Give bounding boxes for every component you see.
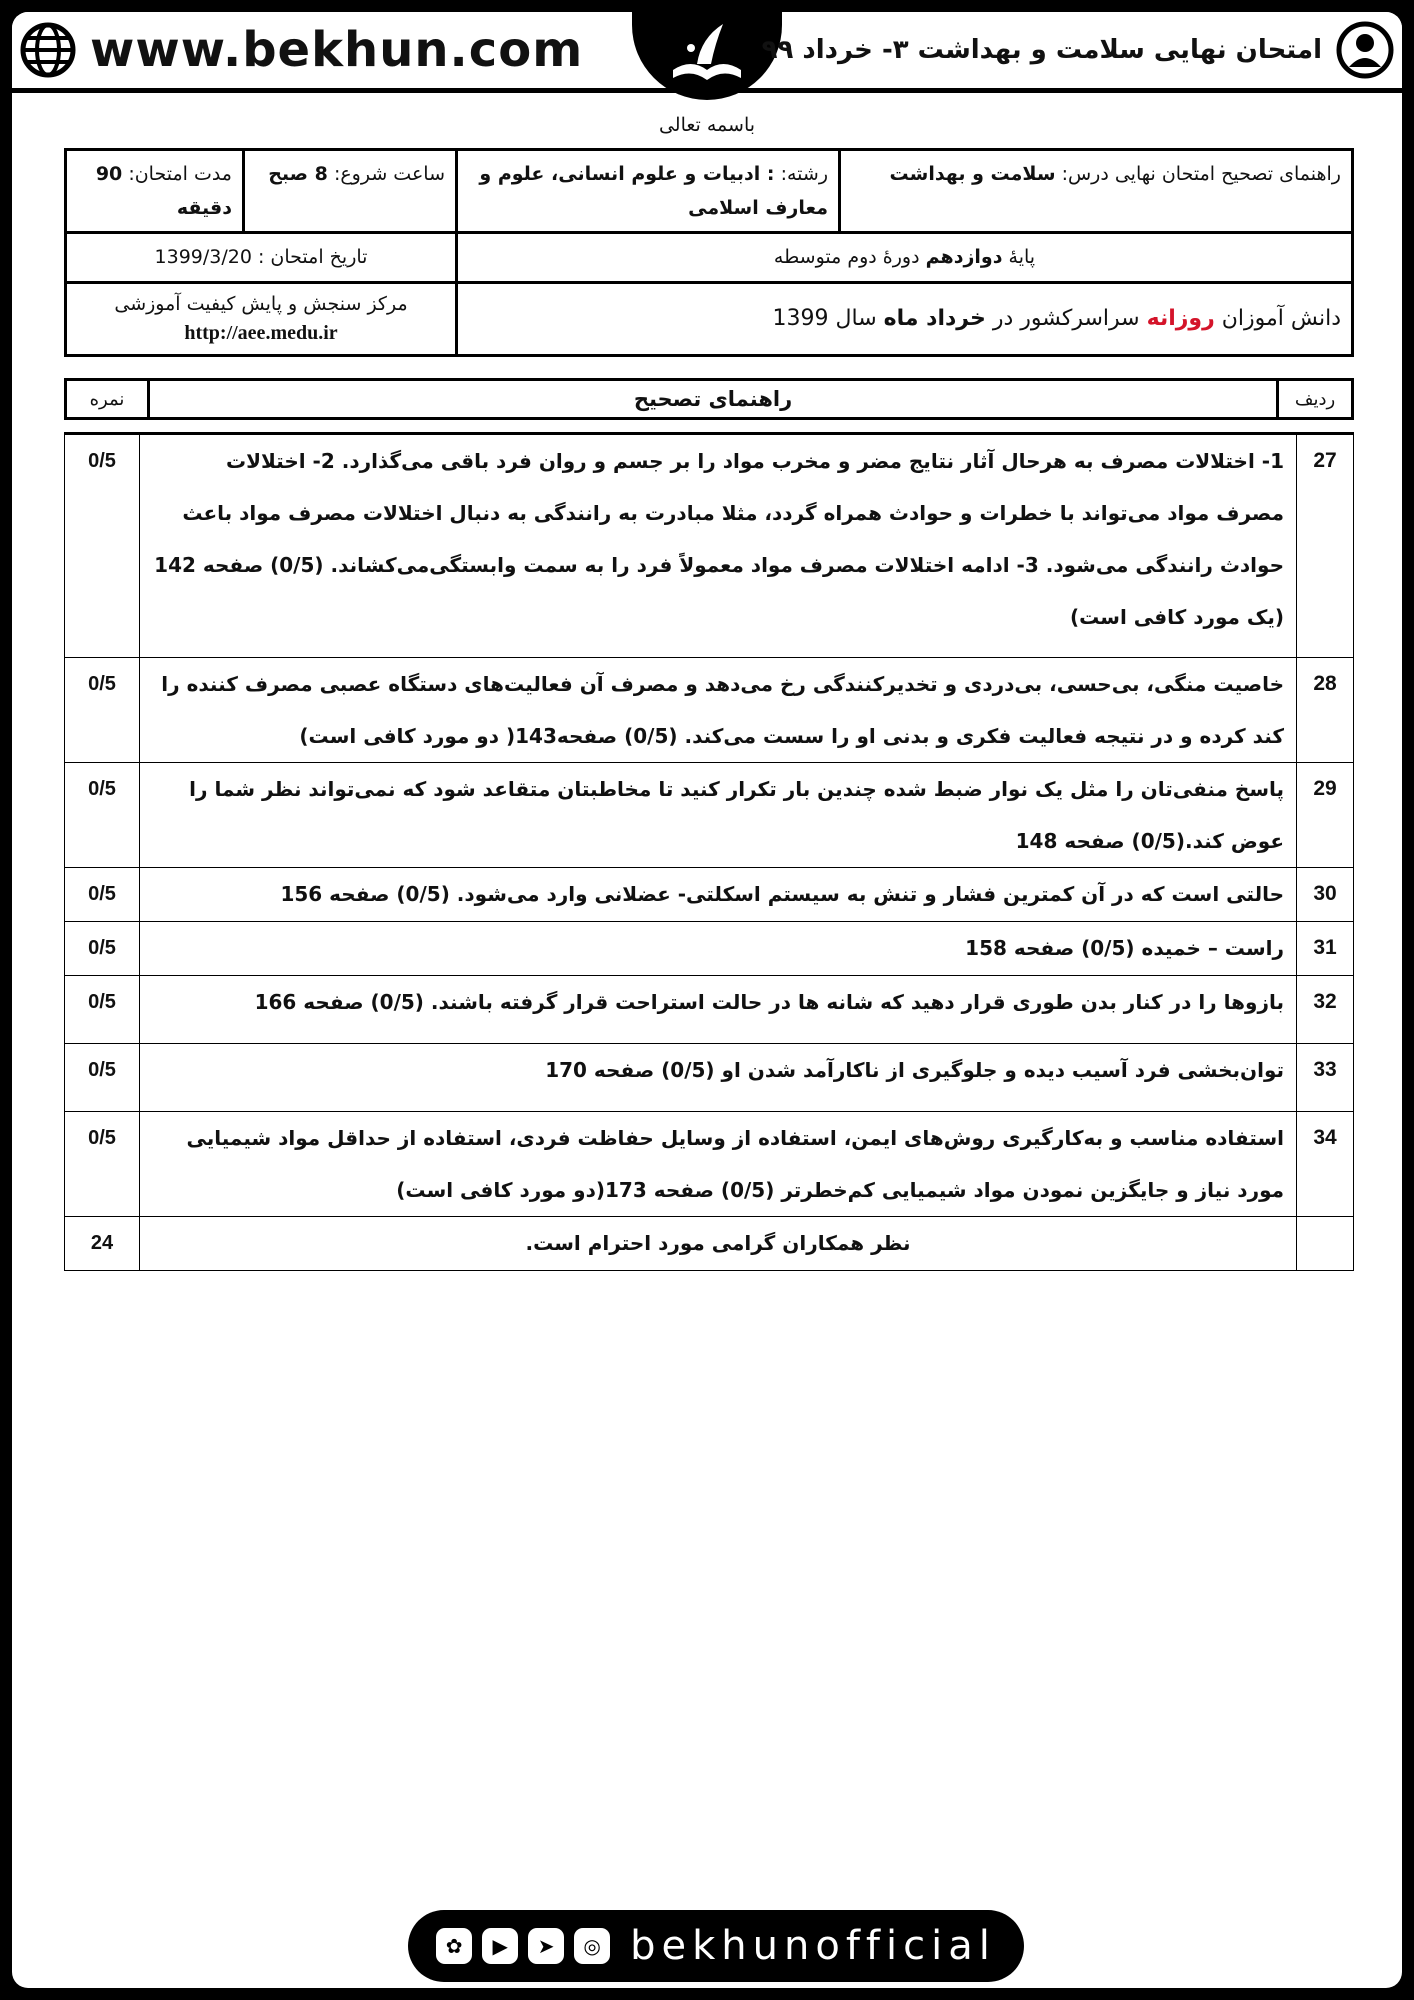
center-name: مرکز سنجش و پایش کیفیت آموزشی — [114, 292, 408, 315]
row-answer: نظر همکاران گرامی مورد احترام است. — [140, 1217, 1297, 1271]
major-name: : ادبیات و علوم انسانی، علوم و معارف اسلامی — [479, 163, 828, 220]
row-answer: استفاده مناسب و به‌کارگیری روش‌های ایمن، استفاده از وسایل حفاظت فردی، استفاده از حداقل مواد شیمیایی مورد نیاز و جایگزین نمودن مواد شیمیایی کم‌خطرتر (0/5) صفحه 173(دو مورد کافی است) — [140, 1112, 1297, 1217]
students-cell — [457, 282, 1353, 356]
row-number: 30 — [1297, 868, 1354, 922]
row-answer: توان‌بخشی فرد آسیب دیده و جلوگیری از ناکارآمد شدن او (0/5) صفحه 170 — [140, 1044, 1297, 1112]
row-score: 0/5 — [65, 976, 140, 1044]
row-number: 32 — [1297, 976, 1354, 1044]
row-number: 31 — [1297, 922, 1354, 976]
row-answer: خاصیت منگی، بی‌حسی، بی‌دردی و تخدیرکنندگی رخ می‌دهد و مصرف آن فعالیت‌های دستگاه عصبی مصرف کننده را کند کرده و در نتیجه فعالیت فکری و بدنی او را سست می‌کند. (0/5) صفحه143( دو مورد کافی است) — [140, 658, 1297, 763]
book-icon — [667, 18, 747, 88]
course-name: سلامت و بهداشت — [889, 163, 1056, 185]
students-year: سال 1399 — [772, 306, 877, 332]
row-number: 29 — [1297, 763, 1354, 868]
globe-icon — [20, 22, 76, 78]
row-number: 28 — [1297, 658, 1354, 763]
site-link[interactable] — [20, 20, 583, 80]
table-row — [65, 922, 1354, 976]
table-row — [65, 434, 1354, 658]
page — [12, 12, 1402, 1988]
answer-rows — [65, 434, 1354, 1271]
students-daily: روزانه — [1146, 306, 1215, 332]
exam-title-text: امتحان نهایی سلامت و بهداشت ۳- خرداد ۹۹ — [761, 35, 1322, 65]
table-row — [65, 1112, 1354, 1217]
table-row — [65, 868, 1354, 922]
row-answer: حالتی است که در آن کمترین فشار و تنش به سیستم اسکلتی- عضلانی وارد می‌شود. (0/5) صفحه 156 — [140, 868, 1297, 922]
duration-cell — [66, 150, 244, 233]
row-score: 0/5 — [65, 763, 140, 868]
grade-rest: دورۀ دوم متوسطه — [773, 246, 920, 269]
user-icon — [1336, 21, 1394, 79]
site-url: www.bekhun.com — [90, 22, 584, 78]
center-cell — [66, 282, 457, 356]
answer-table-header — [64, 378, 1354, 420]
duration-value: 90 دقیقه — [95, 163, 232, 220]
row-score: 0/5 — [65, 658, 140, 763]
duration-label: مدت امتحان: — [128, 163, 232, 185]
row-score: 0/5 — [65, 1044, 140, 1112]
row-answer: بازوها را در کنار بدن طوری قرار دهید که شانه ها در حالت استراحت قرار گرفته باشند. (0/5) صفحه 166 — [140, 976, 1297, 1044]
date-cell: تاریخ امتحان : 1399/3/20 — [66, 233, 457, 282]
header-guide: راهنمای تصحیح — [149, 380, 1278, 419]
grade-cell — [457, 233, 1353, 282]
social-handle[interactable]: bekhunofficial — [630, 1923, 996, 1969]
social-bar — [408, 1910, 1024, 1982]
row-score: 24 — [65, 1217, 140, 1271]
instagram-icon[interactable]: ◎ — [574, 1928, 610, 1964]
table-row — [65, 976, 1354, 1044]
row-number — [1297, 1217, 1354, 1271]
row-number: 34 — [1297, 1112, 1354, 1217]
start-cell — [244, 150, 457, 233]
major-label: رشته: — [780, 163, 828, 185]
students-month: خرداد ماه — [883, 306, 986, 332]
grade-value: دوازدهم — [925, 246, 1003, 269]
exam-title — [762, 20, 1394, 80]
students-text-2: سراسرکشور در — [992, 306, 1140, 332]
start-label: ساعت شروع: — [333, 163, 445, 185]
answer-table — [64, 432, 1354, 1271]
center-url[interactable]: http://aee.medu.ir — [184, 322, 338, 345]
row-score: 0/5 — [65, 434, 140, 658]
aparat-icon[interactable]: ✿ — [436, 1928, 472, 1964]
youtube-icon[interactable]: ▶ — [482, 1928, 518, 1964]
course-cell — [840, 150, 1353, 233]
table-row — [65, 763, 1354, 868]
row-number: 27 — [1297, 434, 1354, 658]
major-cell — [457, 150, 840, 233]
header-bar — [12, 12, 1402, 93]
row-score: 0/5 — [65, 1112, 140, 1217]
telegram-icon[interactable]: ➤ — [528, 1928, 564, 1964]
table-row — [65, 658, 1354, 763]
bekhun-logo — [632, 12, 782, 100]
table-row — [65, 1217, 1354, 1271]
row-answer: پاسخ منفی‌تان را مثل یک نوار ضبط شده چندین بار تکرار کنید تا مخاطبتان متقاعد شود که نمی‌تواند نظر شما را عوض کند.(0/5) صفحه 148 — [140, 763, 1297, 868]
exam-info-table — [64, 148, 1354, 357]
grade-label: پایۀ — [1008, 246, 1036, 269]
guide-label: راهنمای تصحیح امتحان نهایی درس: — [1061, 163, 1341, 185]
row-answer: 1- اختلالات مصرف به هرحال آثار نتایج مضر و مخرب مواد را بر جسم و روان فرد باقی می‌گذارد. 2- اختلالات مصرف مواد می‌تواند با خطرات و حوادث همراه گردد، مثلا مبادرت به رانندگی به دنبال اختلالات مصرف مواد باعث حوادث رانندگی می‌شود. 3- ادامه اختلالات مصرف مواد معمولاً فرد را به سمت وابستگی‌می‌کشاند. (0/5) صفحه 142 (یک مورد کافی است) — [140, 434, 1297, 658]
header-row: ردیف — [1278, 380, 1353, 419]
header-score: نمره — [66, 380, 149, 419]
row-answer: راست – خمیده (0/5) صفحه 158 — [140, 922, 1297, 976]
start-value: 8 صبح — [268, 163, 328, 185]
row-score: 0/5 — [65, 868, 140, 922]
bismillah: باسمه تعالی — [658, 114, 756, 136]
students-text: دانش آموزان — [1221, 306, 1341, 332]
row-score: 0/5 — [65, 922, 140, 976]
table-row — [65, 1044, 1354, 1112]
row-number: 33 — [1297, 1044, 1354, 1112]
